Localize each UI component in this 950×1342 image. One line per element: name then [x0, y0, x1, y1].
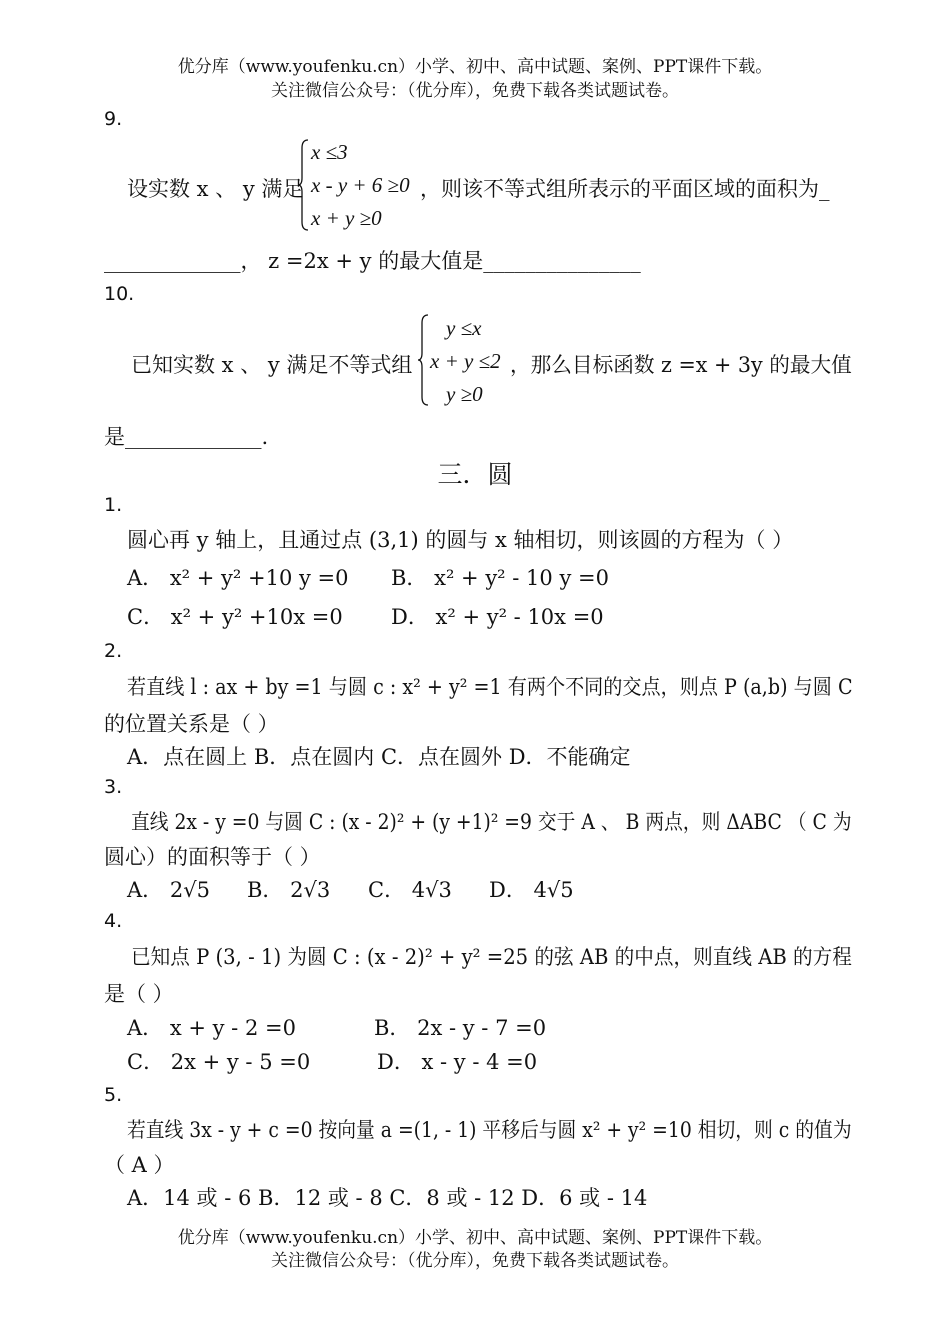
circle-q5-stem-1: 若直线 3x - y + c =0 按向量 a =(1, - 1) 平移后与圆 x² + y² =10 相切，则 c 的值为 — [127, 1118, 852, 1142]
circle-q3-option-d: D． 4√5 — [489, 878, 574, 902]
circle-q4-option-c: C． 2x + y - 5 =0 — [127, 1050, 311, 1074]
circle-q1-number: 1. — [104, 494, 123, 516]
circle-q2-number: 2. — [104, 640, 123, 662]
question-9-lead: 设实数 x 、 y 满足 — [127, 177, 304, 201]
circle-q3-stem-1: 直线 2x - y =0 与圆 C : (x - 2)² + (y +1)² =9 交于 A 、 B 两点，则 ΔABC （ C 为 — [131, 810, 852, 834]
circle-q3-option-b: B． 2√3 — [247, 878, 331, 902]
circle-q5-number: 5. — [104, 1084, 123, 1106]
question-9-line-2: _____________， z =2x + y 的最大值是_______________ — [104, 249, 641, 273]
question-9-inequality-1: x ≤3 — [311, 140, 348, 164]
question-9-brace — [298, 138, 310, 232]
footer-line-2: 关注微信公众号：（优分库），免费下载各类试题试卷。 — [271, 1251, 679, 1271]
question-10-inequality-3: y ≥0 — [446, 382, 483, 406]
circle-q1-option-b: B． x² + y² - 10 y =0 — [391, 566, 609, 590]
circle-q3-number: 3. — [104, 776, 123, 798]
question-10-lead: 已知实数 x 、 y 满足不等式组 — [131, 353, 413, 377]
circle-q3-option-a: A． 2√5 — [127, 878, 210, 902]
circle-q3-stem-2: 圆心）的面积等于（ ） — [104, 845, 321, 869]
circle-q1-option-d: D． x² + y² - 10x =0 — [391, 605, 604, 629]
question-10-number: 10. — [104, 283, 135, 305]
circle-q1-option-c: C． x² + y² +10x =0 — [127, 605, 343, 629]
circle-q4-option-d: D． x - y - 4 =0 — [377, 1050, 538, 1074]
circle-q1-option-a: A． x² + y² +10 y =0 — [127, 566, 349, 590]
question-10-inequality-1: y ≤x — [446, 316, 482, 340]
question-10-line-2: 是_____________. — [104, 425, 269, 449]
circle-q4-number: 4. — [104, 910, 123, 932]
circle-q5-options: A．14 或 - 6 B．12 或 - 8 C．8 或 - 12 D．6 或 - 14 — [127, 1186, 648, 1210]
circle-q4-stem-2: 是（ ） — [104, 982, 174, 1006]
question-10-brace — [418, 313, 430, 407]
footer-line-1: 优分库（www.youfenku.cn）小学、初中、高中试题、案例、PPT课件下载。 — [177, 1228, 773, 1248]
circle-q4-option-b: B． 2x - y - 7 =0 — [374, 1016, 547, 1040]
question-9-inequality-3: x + y ≥0 — [311, 206, 382, 230]
question-10-inequality-2: x + y ≤2 — [430, 349, 501, 373]
circle-q2-options: A．点在圆上 B．点在圆内 C．点在圆外 D．不能确定 — [127, 745, 631, 769]
circle-q1-stem: 圆心再 y 轴上，且通过点 (3,1) 的圆与 x 轴相切，则该圆的方程为（ ） — [127, 528, 794, 552]
circle-q2-stem-2: 的位置关系是（ ） — [104, 712, 279, 736]
question-9-inequality-2: x - y + 6 ≥0 — [311, 173, 410, 197]
question-10-tail: ，那么目标函数 z =x + 3y 的最大值 — [510, 353, 852, 377]
header-line-2: 关注微信公众号：（优分库），免费下载各类试题试卷。 — [271, 81, 679, 101]
header-line-1: 优分库（www.youfenku.cn）小学、初中、高中试题、案例、PPT课件下载。 — [177, 57, 773, 77]
circle-q2-stem-1: 若直线 l : ax + by =1 与圆 c : x² + y² =1 有两个不同的交点，则点 P (a,b) 与圆 C — [127, 675, 853, 699]
circle-q3-option-c: C． 4√3 — [368, 878, 452, 902]
question-9-number: 9. — [104, 108, 123, 130]
question-9-tail: ，则该不等式组所表示的平面区域的面积为_ — [420, 177, 830, 201]
circle-q4-stem-1: 已知点 P (3, - 1) 为圆 C : (x - 2)² + y² =25 的弦 AB 的中点，则直线 AB 的方程 — [131, 945, 852, 969]
section-title: 三．圆 — [437, 460, 513, 489]
circle-q5-stem-2: （ A ） — [104, 1153, 175, 1177]
circle-q4-option-a: A． x + y - 2 =0 — [127, 1016, 296, 1040]
